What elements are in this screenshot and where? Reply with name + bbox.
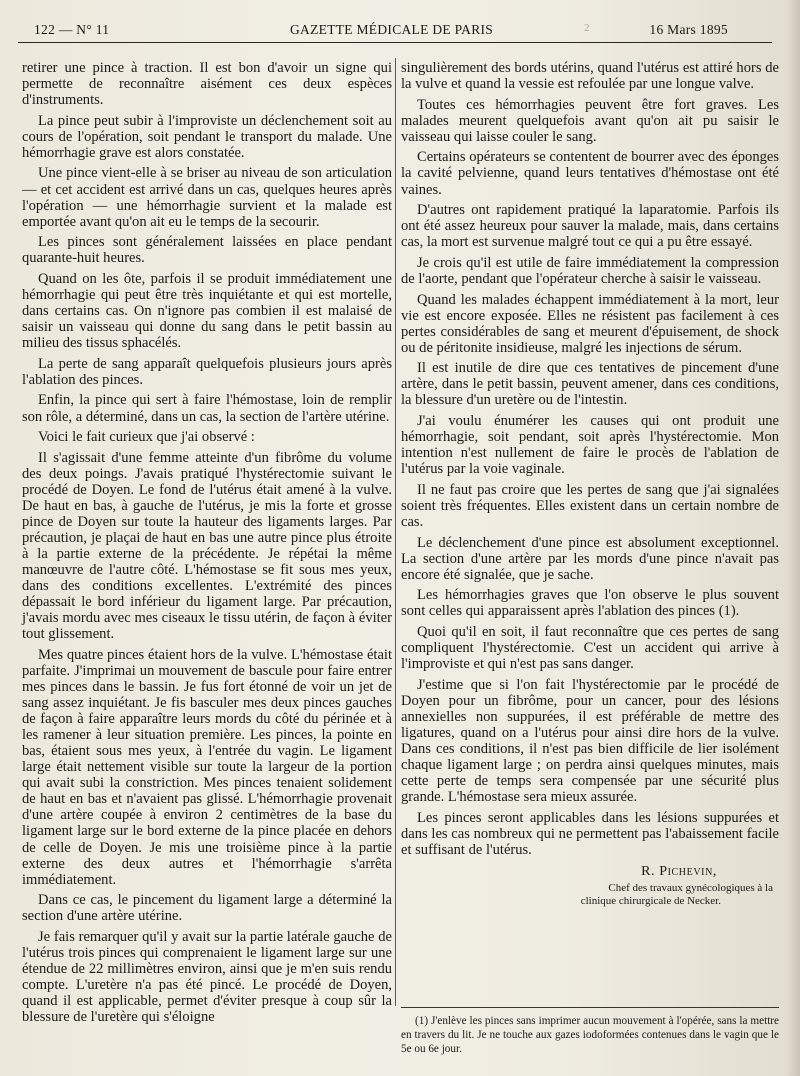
paragraph: Je crois qu'il est utile de faire immédiatement la compression de l'aorte, pendant que l'opérateur cherche à saisir le vaisseau.: [401, 254, 779, 287]
paragraph: Je fais remarquer qu'il y avait sur la partie latérale gauche de l'utérus trois pinces qui comprenaient le ligament large sur une étendue de 22 millimètres environ, ainsi que je m'en suis rendu compte. L'uretère n'a pas été pincé. Le procédé de Doyen, quand il est applicable, permet d'éviter presque à coup sûr la blessure de l'uretère qui s'éloigne: [22, 928, 392, 1026]
bleed-through-text: 2: [584, 22, 590, 34]
paragraph: Il est inutile de dire que ces tentatives de pincement d'une artère, dans le petit bassin, peuvent amener, dans ces conditions, la blessure d'un uretère ou de l'intestin.: [401, 360, 779, 409]
journal-title: GAZETTE MÉDICALE DE PARIS: [290, 22, 494, 37]
author-signature: [401, 864, 779, 908]
author-title-line: clinique chirurgicale de Necker.: [580, 894, 721, 907]
author-title: [401, 882, 779, 908]
paragraph: Il ne faut pas croire que les pertes de sang que j'ai signalées soient très fréquentes. Elles existent dans un certain nombre de cas.: [401, 481, 779, 530]
paragraph: La perte de sang apparaît quelquefois plusieurs jours après l'ablation des pinces.: [22, 355, 392, 388]
paragraph: Une pince vient-elle à se briser au niveau de son articulation — et cet accident est arrivé dans un cas, quelques heures après l'opération — une hémorrhagie survient et la malade est emportée avant qu'on ait eu le temps de la secourir.: [22, 165, 392, 230]
page-edge-shadow: [786, 0, 800, 1076]
paragraph: Voici le fait curieux que j'ai observé :: [38, 429, 255, 446]
paragraph: Il s'agissait d'une femme atteinte d'un fibrôme du volume des deux poings. J'avais pratiqué l'hystérectomie suivant le procédé de Doyen. Le fond de l'utérus était amené à la vulve. De haut en bas, à gauche de l'utérus, je mis la forte et grosse pince de Doyen sur toute la hauteur des ligaments larges. Par précaution, je plaçai de haut en bas une autre pince plus étroite à la partie externe de la précédente. Je répétai la même manœuvre de l'autre côté. L'hémostase se fit sous mes yeux, dans des conditions excellentes. L'extrémité des pinces dépassait le bord inférieur du ligament large. Par précaution, j'avais mordu avec mes ciseaux le tissu utérin, de façon à éviter tout glissement.: [22, 449, 392, 643]
author-title-line: Chef des travaux gynécologiques à la: [608, 881, 773, 894]
paragraph: Certains opérateurs se contentent de bourrer avec des éponges la cavité pelvienne, quand leurs tentatives d'hémostase ont été vaines.: [401, 149, 779, 198]
paragraph: retirer une pince à traction. Il est bon d'avoir un signe qui permette de reconnaître aisément ces deux espèces d'instruments.: [22, 60, 392, 109]
paragraph: Dans ce cas, le pincement du ligament large a déterminé la section d'une artère utérine.: [22, 892, 392, 925]
page-number: 122 — N° 11: [34, 22, 110, 37]
paragraph: J'estime que si l'on fait l'hystérectomie par le procédé de Doyen pour un fibrôme, pour un cancer, pour des lésions annexielles non suppurées, il est préférable de mettre des ligatures, quand on a l'utérus pour ainsi dire hors de la vulve. Dans ces conditions, il n'est pas bien difficile de lier isolément chaque ligament large ; on perdra ainsi quelques minutes, mais cette perte de temps sera compensée par une sécurité plus grande. L'hémostase sera mieux assurée.: [401, 676, 779, 806]
paragraph: D'autres ont rapidement pratiqué la laparatomie. Parfois ils ont été assez heureux pour sauver la malade, mais, dans certains cas, la mort est survenue malgré tout ce qui a pu être essayé.: [401, 202, 779, 251]
paragraph: Quoi qu'il en soit, il faut reconnaître que ces pertes de sang compliquent l'hystérectomie. C'est un accident qui arrive à l'improviste et qui n'est pas sans danger.: [401, 624, 779, 673]
paragraph: Toutes ces hémorrhagies peuvent être fort graves. Les malades meurent quelquefois avant qu'on ait pu saisir le vaisseau qui laisse couler le sang.: [401, 96, 779, 145]
footnote: (1) J'enlève les pinces sans imprimer aucun mouvement à l'opérée, sans la mettre en travers du lit. Je ne touche aux gazes iodoformées contenues dans le vagin que le 5e ou 6e jour.: [401, 1015, 779, 1055]
paragraph: singulièrement des bords utérins, quand l'utérus est attiré hors de la vulve et quand la vessie est refoulée par une longue valve.: [401, 60, 779, 93]
paragraph: Quand on les ôte, parfois il se produit immédiatement une hémorrhagie qui peut être très inquiétante et qui est mortelle, dans certains cas. On n'ignore pas combien il est malaisé de saisir un vaisseau qui donne du sang dans le petit bassin au milieu des tissus sphacélés.: [22, 270, 392, 352]
page-header: [18, 8, 772, 43]
footnote-rule: [401, 1007, 779, 1008]
paragraph: Les hémorrhagies graves que l'on observe le plus souvent sont celles qui apparaissent après l'ablation des pinces (1).: [401, 587, 779, 620]
right-column: [401, 60, 779, 908]
issue-date: 16 Mars 1895: [649, 22, 728, 37]
paragraph: Quand les malades échappent immédiatement à la mort, leur vie est encore exposée. Elles ne résistent pas facilement à ces pertes considérables de sang et meurent d'épuisement, de shock ou de péritonite insidieuse, malgré les injections de sérum.: [401, 291, 779, 356]
paragraph: Les pinces seront applicables dans les lésions suppurées et dans les cas nombreux qui ne permettent pas l'abaissement facile et suffisant de l'utérus.: [401, 809, 779, 858]
left-column: [22, 60, 392, 1030]
paragraph: Les pinces sont généralement laissées en place pendant quarante-huit heures.: [22, 234, 392, 267]
paragraph: La pince peut subir à l'improviste un déclenchement soit au cours de l'opération, soit pendant le transport du malade. Une hémorrhagie grave est alors constatée.: [22, 112, 392, 161]
paragraph: J'ai voulu énumérer les causes qui ont produit une hémorrhagie, soit pendant, soit après l'hystérectomie. Mon intention n'est nullement de faire le procès de l'ablation de l'utérus par la voie vaginale.: [401, 413, 779, 478]
paragraph: Le déclenchement d'une pince est absolument exceptionnel. La section d'une artère par les mords d'une pince n'avait pas encore été signalée, que je sache.: [401, 534, 779, 583]
paragraph: Enfin, la pince qui sert à faire l'hémostase, loin de remplir son rôle, a déterminé, dans un cas, la section de l'artère utérine.: [22, 392, 392, 425]
column-divider: [395, 58, 396, 1006]
paragraph: Mes quatre pinces étaient hors de la vulve. L'hémostase était parfaite. J'imprimai un mouvement de bascule pour faire entrer mes pinces dans le bassin. Je fus fort étonné de voir un jet de sang assez inquiétant. Je fis basculer mes deux pinces gauches de façon à faire apparaître leurs mords du côté du périnée et à les ramener à leur situation première. Les pinces, la pointe en bas, étaient sous mes yeux, à l'entrée du vagin. Le ligament large était nettement visible sur toute la largeur de la portion qui avait subi la constriction. Mes pinces tenaient solidement de haut en bas et n'avaient pas glissé. L'hémorrhagie provenait d'une artère coupée à environ 2 centimètres de la base du ligament large sur le bord externe de la pince placée en dehors de celle de Doyen. Je mis une troisième pince à la partie externe des deux autres et l'hémorrhagie s'arrêta immédiatement.: [22, 646, 392, 888]
author-name: R. Pichevin,: [641, 863, 717, 879]
